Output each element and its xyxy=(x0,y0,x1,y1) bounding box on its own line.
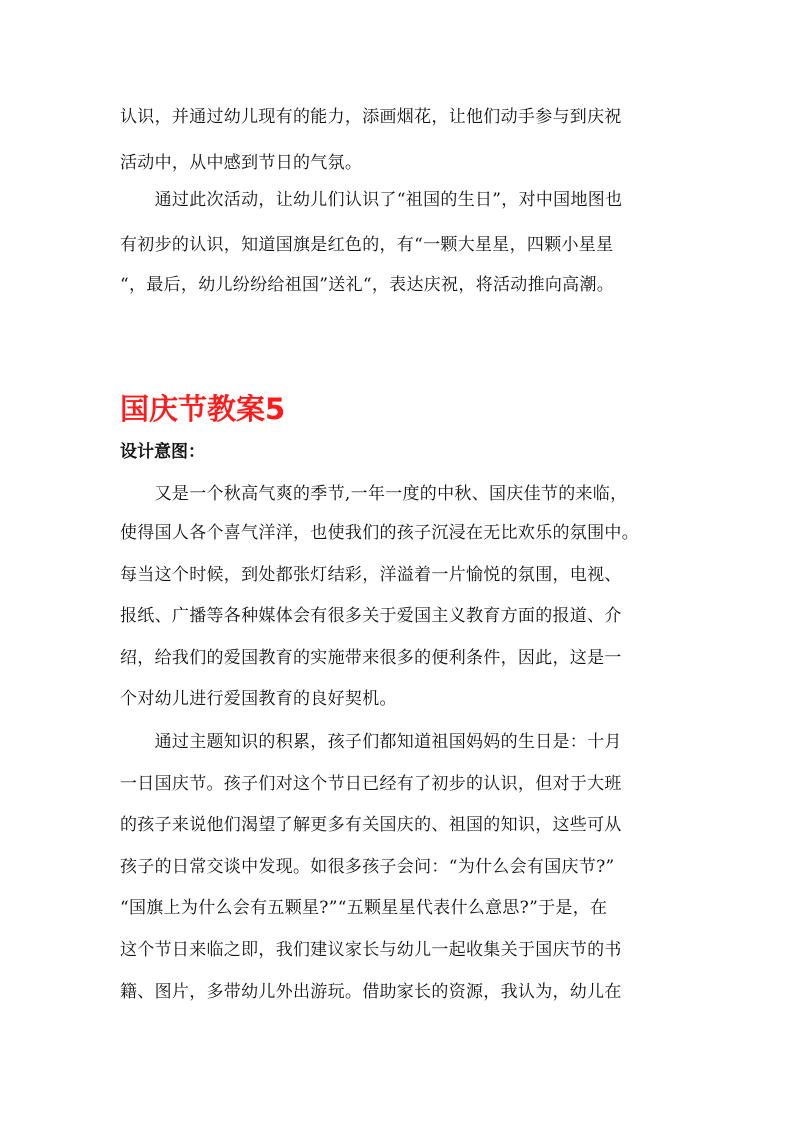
paragraph-line: 通过此次活动，让幼儿们认识了“祖国的生日”，对中国地图也 xyxy=(120,190,623,210)
paragraph-line: 又是一个秋高气爽的季节,一年一度的中秋、国庆佳节的来临， xyxy=(120,484,628,504)
paragraph-line: 的孩子来说他们渴望了解更多有关国庆的、祖国的知识，这些可从 xyxy=(120,815,622,835)
paragraph-line: 一日国庆节。孩子们对这个节日已经有了初步的认识，但对于大班 xyxy=(120,774,622,794)
paragraph-line: “国旗上为什么会有五颗星?”“五颗星星代表什么意思?”于是，在 xyxy=(120,898,608,918)
paragraph-line: “，最后，幼儿纷纷给祖国”送礼“，表达庆祝，将活动推向高潮。 xyxy=(120,275,615,295)
paragraph-line: 报纸、广播等各种媒体会有很多关于爱国主义教育方面的报道、介 xyxy=(120,606,622,626)
section-title: 国庆节教案5 xyxy=(120,392,286,426)
section-subtitle: 设计意图： xyxy=(120,442,205,462)
paragraph-line: 使得国人各个喜气洋洋，也使我们的孩子沉浸在无比欢乐的氛围中。 xyxy=(120,523,639,543)
paragraph-line: 有初步的认识，知道国旗是红色的，有“一颗大星星，四颗小星星 xyxy=(120,235,614,255)
paragraph-line: 认识，并通过幼儿现有的能力，添画烟花，让他们动手参与到庆祝 xyxy=(120,107,622,127)
paragraph-line: 绍，给我们的爱国教育的实施带来很多的便利条件，因此，这是一 xyxy=(120,648,622,668)
paragraph-line: 这个节日来临之即，我们建议家长与幼儿一起收集关于国庆节的书 xyxy=(120,940,622,960)
paragraph-line: 籍、图片，多带幼儿外出游玩。借助家长的资源，我认为，幼儿在 xyxy=(120,982,622,1002)
paragraph-line: 个对幼儿进行爱国教育的良好契机。 xyxy=(120,689,397,709)
paragraph-line: 每当这个时候，到处都张灯结彩，洋溢着一片愉悦的氛围，电视、 xyxy=(120,565,622,585)
paragraph-line: 孩子的日常交谈中发现。如很多孩子会问：“为什么会有国庆节?” xyxy=(120,857,615,877)
paragraph-line: 通过主题知识的积累，孩子们都知道祖国妈妈的生日是：十月 xyxy=(120,732,622,752)
paragraph-line: 活动中，从中感到节日的气氛。 xyxy=(120,153,363,173)
